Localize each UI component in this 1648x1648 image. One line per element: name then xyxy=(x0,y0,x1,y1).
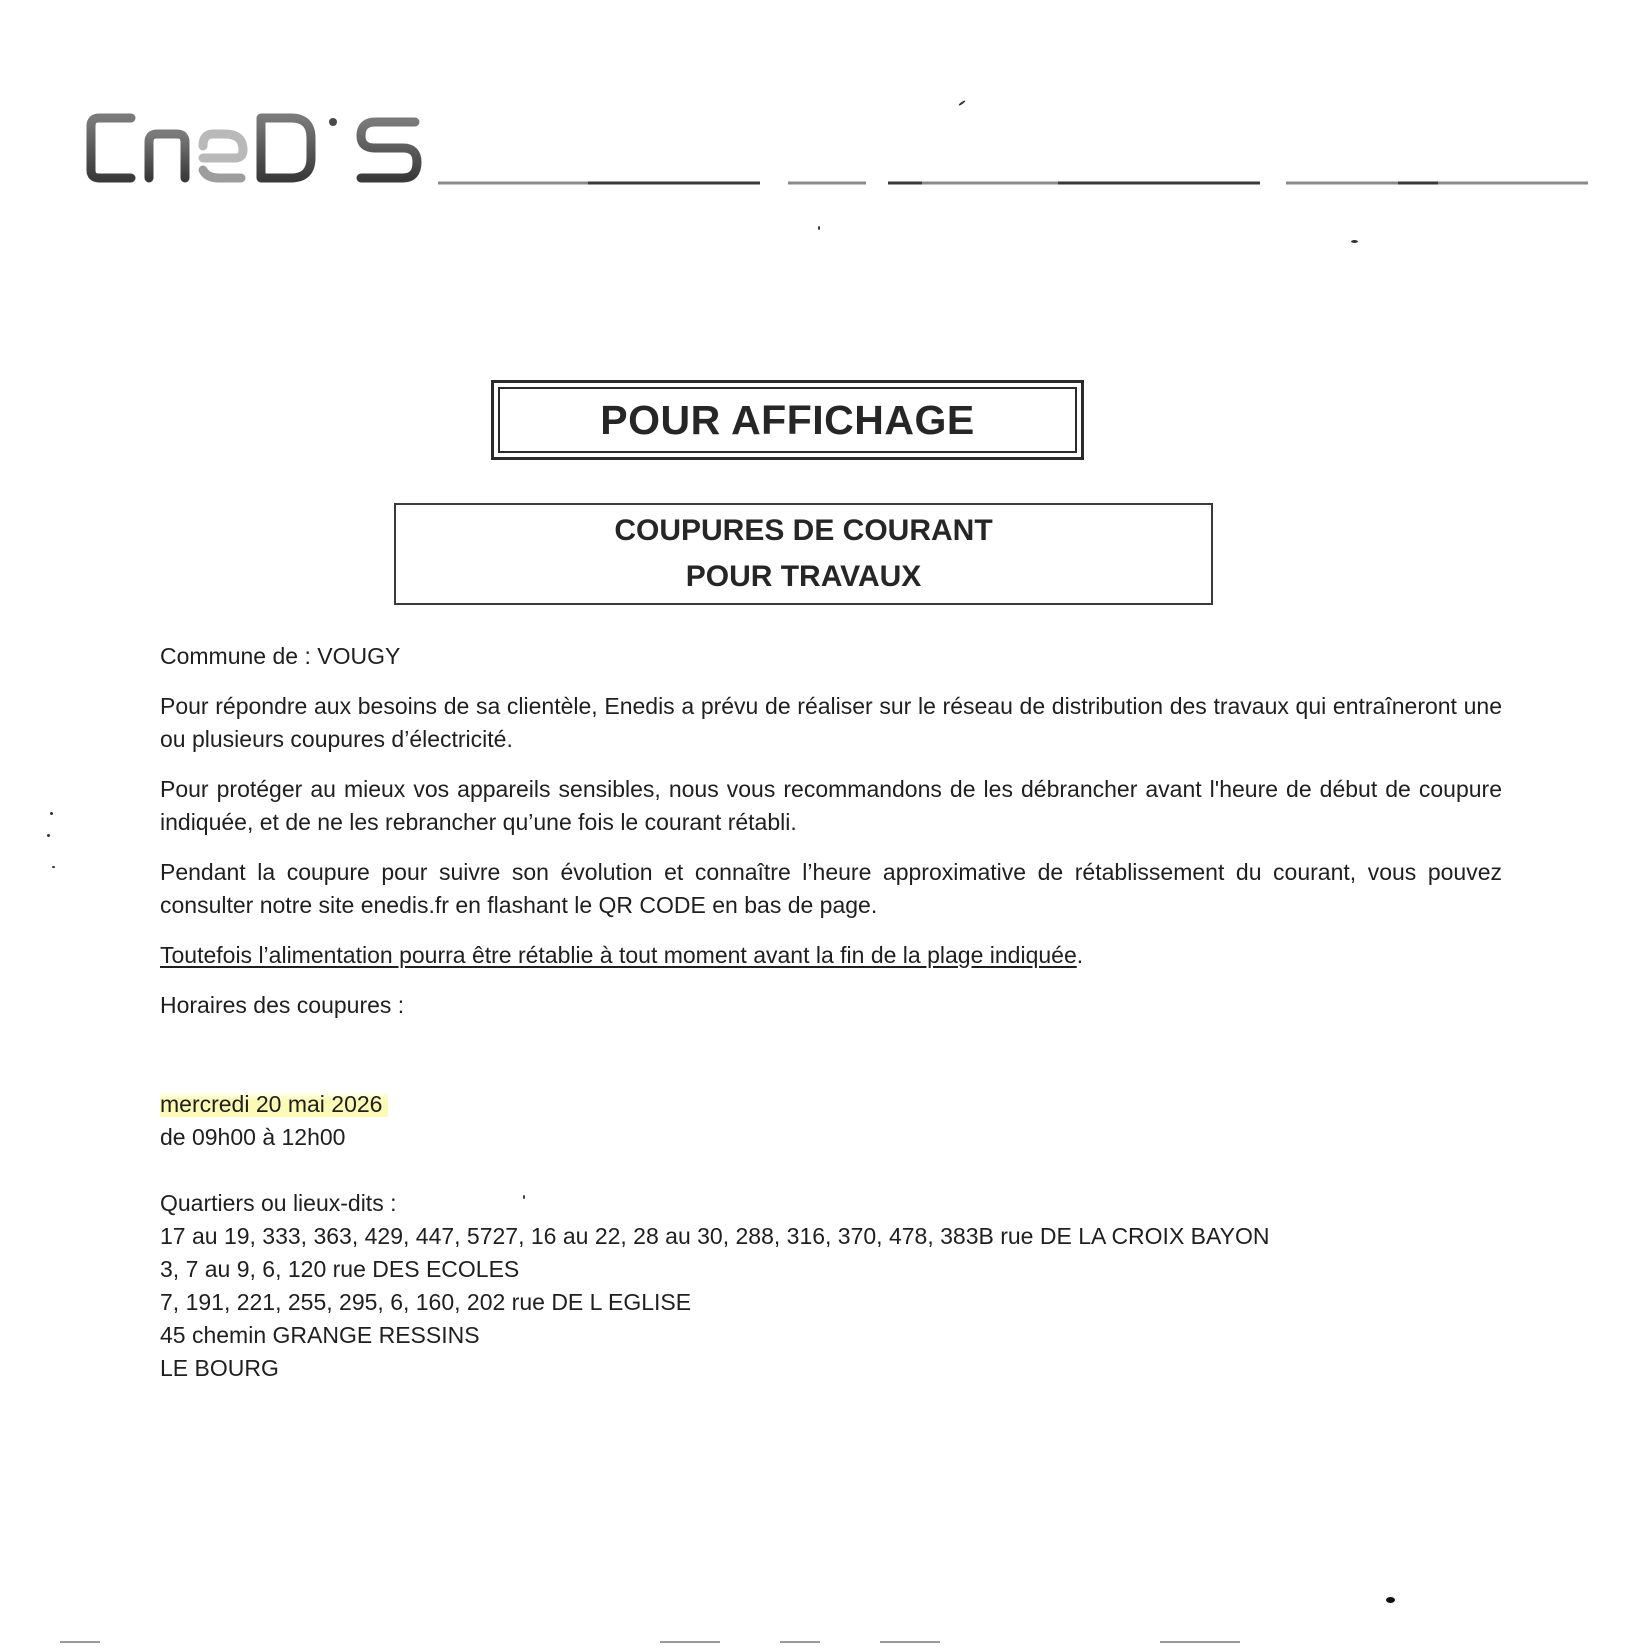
header-divider xyxy=(438,180,1588,186)
scan-speck xyxy=(958,100,966,106)
notice-title-box xyxy=(394,503,1213,605)
schedule-block xyxy=(160,1088,1502,1154)
scan-speck xyxy=(523,1195,525,1199)
schedule-time: de 09h00 à 12h00 xyxy=(160,1124,346,1150)
quartiers-label: Quartiers ou lieux-dits : xyxy=(160,1190,397,1216)
quartier-item: 45 chemin GRANGE RESSINS xyxy=(160,1322,480,1348)
affichage-title: POUR AFFICHAGE xyxy=(498,387,1077,453)
quartier-item: 3, 7 au 9, 6, 120 rue DES ECOLES xyxy=(160,1256,520,1282)
commune-line: Commune de : VOUGY xyxy=(160,643,401,669)
scan-speck xyxy=(1351,240,1358,243)
notice-title-line1: COUPURES DE COURANT xyxy=(614,514,993,547)
scan-speck xyxy=(47,834,50,837)
scan-speck xyxy=(52,866,55,868)
notice-body xyxy=(160,640,1502,1385)
affichage-frame xyxy=(491,380,1084,460)
enedis-logo xyxy=(85,108,430,188)
paragraph-appliances: Pour protéger au mieux vos appareils sensibles, nous vous recommandons de les débrancher avant l'heure de début de coupure indiquée, et de ne les rebrancher qu’une fois le courant rétabli. xyxy=(160,776,1502,835)
paragraph-follow-up: Pendant la coupure pour suivre son évolution et connaître l’heure approximative de rétablissement du courant, vous pouvez consulter notre site enedis.fr en flashant le QR CODE en bas de page. xyxy=(160,859,1502,918)
warning-period: . xyxy=(1076,942,1084,968)
horaires-label: Horaires des coupures : xyxy=(160,992,405,1018)
scan-speck xyxy=(1386,1597,1395,1603)
notice-title-line2: POUR TRAVAUX xyxy=(685,560,922,593)
scan-speck xyxy=(818,226,820,230)
quartiers-block xyxy=(160,1187,1502,1385)
paragraph-works: Pour répondre aux besoins de sa clientèle, Enedis a prévu de réaliser sur le réseau de distribution des travaux qui entraîneront une ou plusieurs coupures d’électricité. xyxy=(160,693,1502,752)
schedule-date-line xyxy=(160,1088,1502,1121)
quartier-item: 17 au 19, 333, 363, 429, 447, 5727, 16 au 22, 28 au 30, 288, 316, 370, 478, 383B rue DE LA CROIX BAYON xyxy=(160,1223,1270,1249)
schedule-date: mercredi 20 mai 2026 xyxy=(160,1091,388,1117)
bottom-scan-edge xyxy=(60,1640,1590,1644)
warning-line xyxy=(160,939,1502,972)
quartier-item: LE BOURG xyxy=(160,1355,279,1381)
scan-speck xyxy=(50,812,53,815)
warning-text: Toutefois l’alimentation pourra être rétablie à tout moment avant la fin de la plage indiquée xyxy=(160,942,1077,968)
quartier-item: 7, 191, 221, 255, 295, 6, 160, 202 rue DE L EGLISE xyxy=(160,1289,692,1315)
